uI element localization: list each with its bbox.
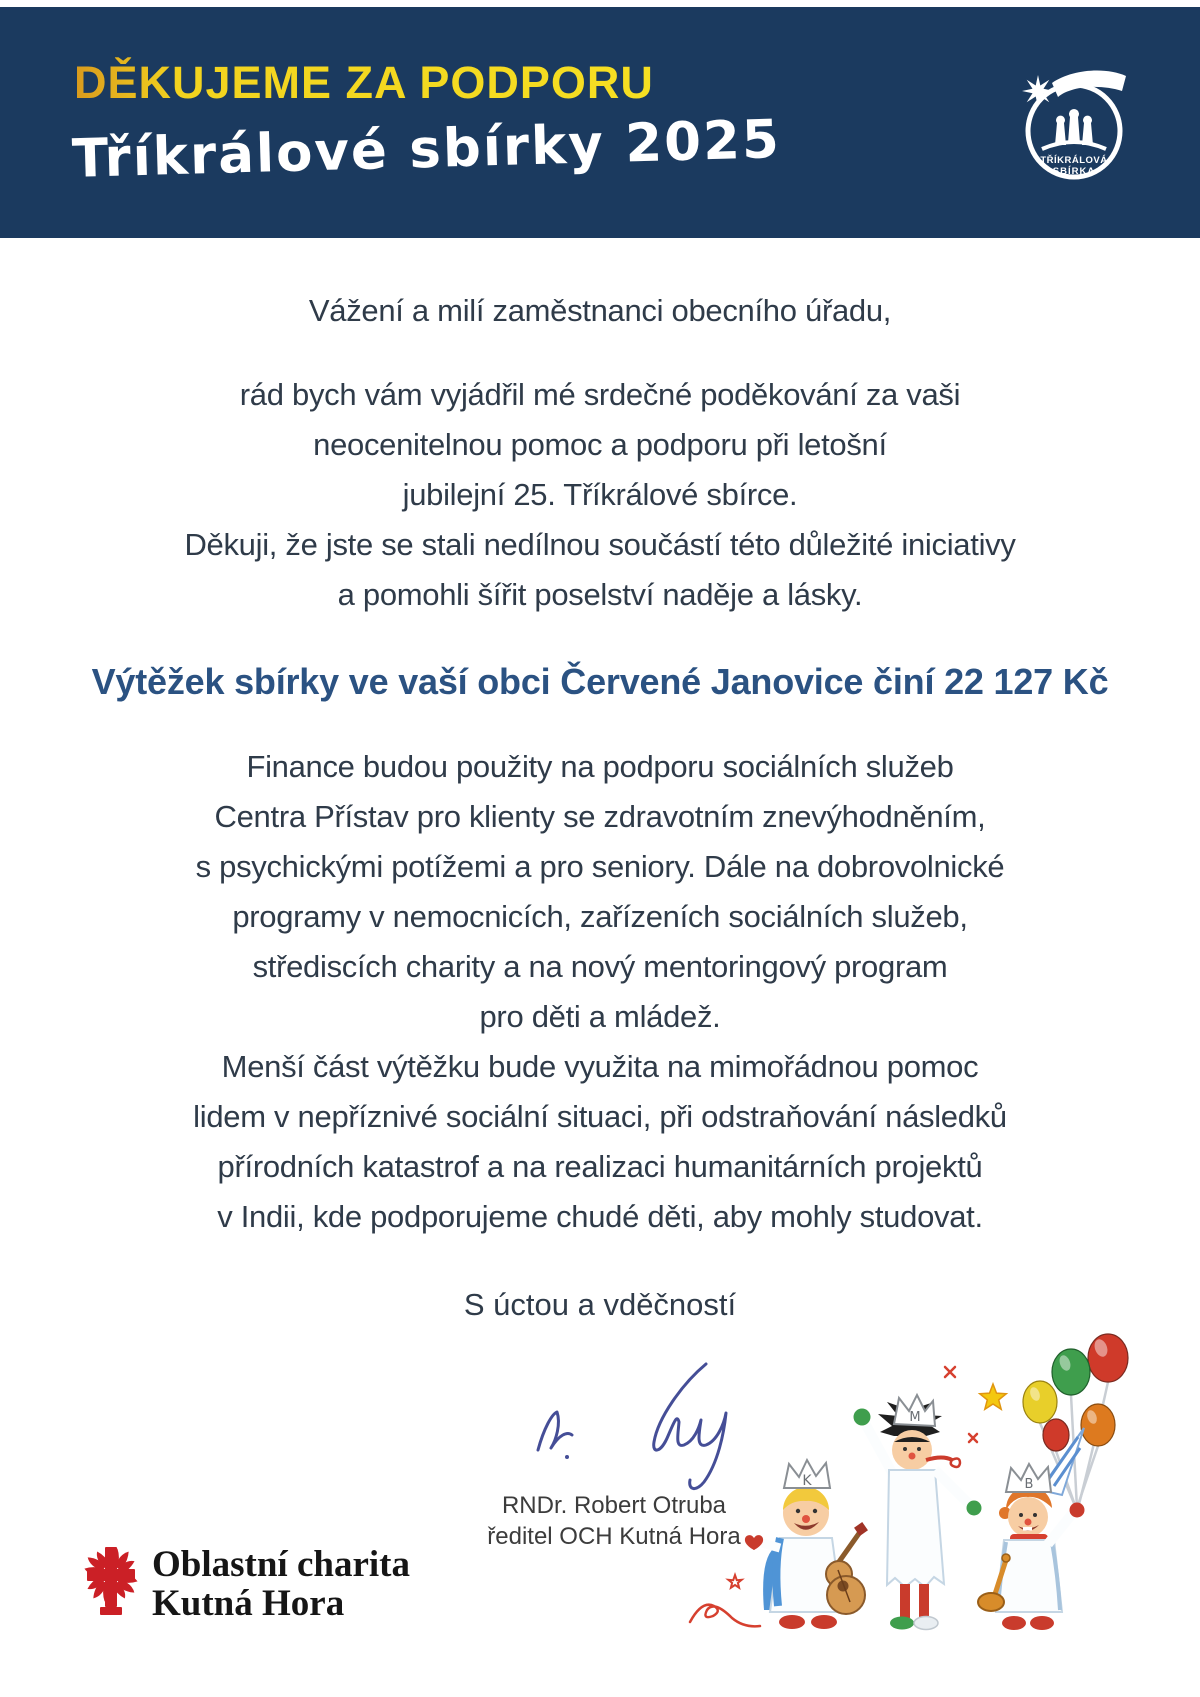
kid-baltazar bbox=[978, 1428, 1085, 1630]
intro-paragraph bbox=[0, 370, 1200, 620]
red-star-icon bbox=[728, 1575, 741, 1588]
body-line: v Indii, kde podporujeme chudé děti, aby mohly studovat. bbox=[217, 1199, 983, 1234]
signer-title: ředitel OCH Kutná Hora bbox=[487, 1523, 741, 1550]
crown-letter-m: M bbox=[909, 1410, 921, 1425]
body-line: Menší část výtěžku bude využita na mimořádnou pomoc bbox=[221, 1049, 979, 1084]
body-line: střediscích charity a na nový mentoringový program bbox=[252, 949, 948, 984]
crown-letter-k: K bbox=[802, 1473, 812, 1489]
heart-icon bbox=[745, 1535, 763, 1550]
three-kings-icon bbox=[1055, 109, 1093, 145]
logo-text-line2: SBÍRKA bbox=[1052, 166, 1096, 177]
party-blower-icon bbox=[926, 1458, 952, 1461]
guitar-icon bbox=[826, 1522, 868, 1614]
salutation: Vážení a milí zaměstnanci obecního úřadu, bbox=[308, 293, 892, 328]
collection-result-highlight: Výtěžek sbírky ve vaší obci Červené Janovice činí 22 127 Kč bbox=[91, 661, 1109, 702]
balloon-orange bbox=[1081, 1404, 1115, 1446]
caritas-logo bbox=[80, 1543, 410, 1623]
signature-initial bbox=[538, 1412, 572, 1450]
body-line: Centra Přístav pro klienty se zdravotním znevýhodněním, bbox=[214, 799, 986, 834]
caritas-cross-icon bbox=[80, 1543, 142, 1621]
signer-name: RNDr. Robert Otruba bbox=[501, 1492, 727, 1519]
banner-title: DĚKUJEME ZA PODPORU bbox=[74, 57, 654, 108]
caritas-name-line1: Oblastní charita bbox=[152, 1544, 410, 1585]
yellow-star-icon bbox=[980, 1384, 1007, 1409]
red-sparkle-marks bbox=[945, 1367, 977, 1442]
banner-subtitle: Tříkrálové sbírky 2025 bbox=[71, 109, 782, 190]
three-kings-children-illustration bbox=[688, 1310, 1188, 1650]
balloon-red-top bbox=[1088, 1334, 1128, 1382]
trikralova-sbirka-logo bbox=[1008, 59, 1140, 191]
intro-line: a pomohli šířit poselství naděje a lásky. bbox=[337, 577, 863, 612]
intro-line: neocenitelnou pomoc a podporu při letošní bbox=[313, 427, 887, 462]
banner bbox=[0, 7, 1200, 238]
body-line: přírodních katastrof a na realizaci humanitárních projektů bbox=[217, 1149, 983, 1184]
body-line: lidem v nepříznivé sociální situaci, při odstraňování následků bbox=[193, 1099, 1007, 1134]
kid-melichar bbox=[854, 1395, 982, 1630]
intro-line: rád bych vám vyjádřil mé srdečné poděkování za vaši bbox=[239, 377, 961, 412]
caritas-name-line2: Kutná Hora bbox=[152, 1583, 345, 1624]
logo-base-arc bbox=[1042, 142, 1106, 149]
signature-dot bbox=[565, 1455, 569, 1459]
body-line: s psychickými potížemi a pro seniory. Dále na dobrovolnické bbox=[195, 849, 1005, 884]
caritas-name bbox=[152, 1543, 410, 1623]
red-scribble bbox=[690, 1605, 760, 1627]
body-line: pro děti a mládež. bbox=[479, 999, 721, 1034]
comet-icon bbox=[1052, 71, 1126, 97]
balloon-green bbox=[1052, 1349, 1090, 1395]
body-line: Finance budou použity na podporu sociálních služeb bbox=[246, 749, 954, 784]
body-paragraph bbox=[0, 742, 1200, 1242]
balloons bbox=[1023, 1334, 1128, 1451]
star-icon bbox=[1022, 75, 1054, 107]
kid-kaspar bbox=[745, 1460, 868, 1629]
body-line: programy v nemocnicích, zařízeních sociálních služeb, bbox=[232, 899, 968, 934]
intro-line: Děkuji, že jste se stali nedílnou součástí této důležité iniciativy bbox=[184, 527, 1016, 562]
logo-text-line1: TŘÍKRÁLOVÁ bbox=[1040, 155, 1108, 166]
letter-body bbox=[0, 238, 1200, 1330]
intro-line: jubilejní 25. Tříkrálové sbírce. bbox=[402, 477, 798, 512]
crown-letter-b: B bbox=[1024, 1477, 1034, 1492]
balloon-red-small bbox=[1043, 1419, 1069, 1451]
closing-line: S úctou a vděčností bbox=[463, 1287, 737, 1322]
balloon-yellow bbox=[1023, 1381, 1057, 1423]
